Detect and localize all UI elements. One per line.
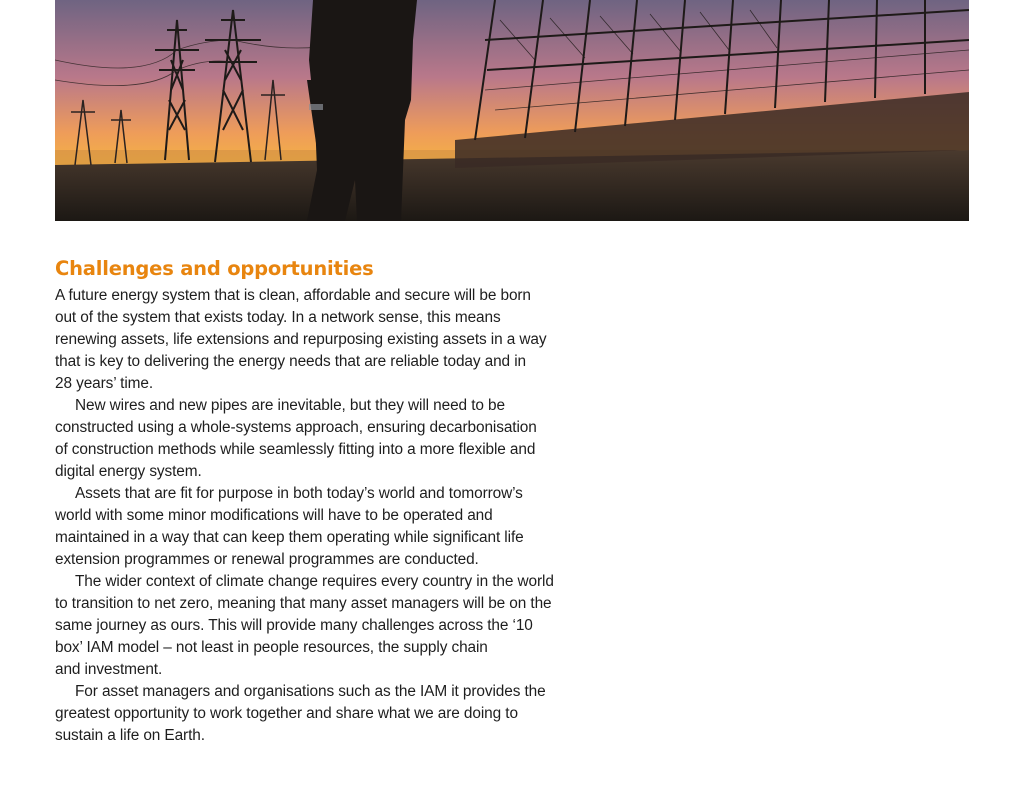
paragraph-assets: Assets that are fit for purpose in both today’s world and tomorrow’s world with some minor modifications will have to be operated and maintained in a way that can keep them operating while significant life extension programmes or renewal programmes are conducted. — [55, 485, 524, 568]
paragraph-climate-change: The wider context of climate change requires every country in the world to transition to net zero, meaning that many asset managers will be on the same journey as ours. This will provide many challenges across the ‘10 box’ IAM model – not least in people resources, the supply chain and investment. — [55, 573, 554, 678]
paragraph-opportunity: For asset managers and organisations such as the IAM it provides the greatest opportunity to work together and share what we are doing to sustain a life on Earth. — [55, 683, 546, 744]
pylons-sunset-illustration — [55, 0, 969, 221]
hero-image — [55, 0, 969, 221]
paragraph-new-wires: New wires and new pipes are inevitable, but they will need to be constructed using a whole-systems approach, ensuring decarbonisation of construction methods while seamlessly fitting into a more flexible and digital energy system. — [55, 397, 537, 480]
section-heading: Challenges and opportunities — [55, 257, 374, 280]
paragraph-intro: A future energy system that is clean, affordable and secure will be born out of the system that exists today. In a network sense, this means renewing assets, life extensions and repurposing existing assets in a way that is key to delivering the energy needs that are reliable today and in 28 years’ time. — [55, 287, 547, 392]
article — [55, 256, 575, 747]
